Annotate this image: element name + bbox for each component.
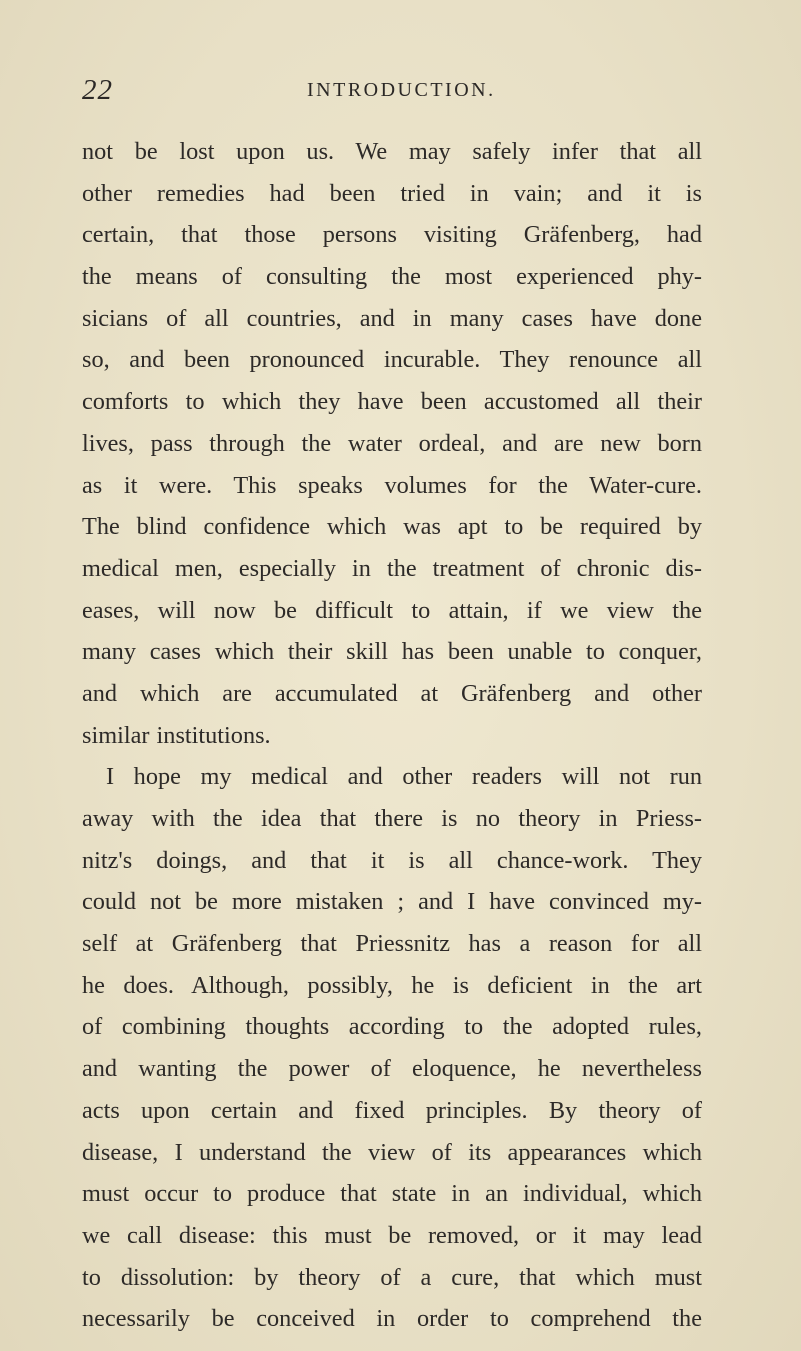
text-line: of combining thoughts according to the adopted rules,	[82, 1013, 702, 1041]
text-line: disease, I understand the view of its appearances which	[82, 1138, 702, 1166]
text-line: we call disease: this must be removed, or it may lead	[82, 1221, 702, 1249]
page-number: 22	[82, 74, 113, 106]
text-line: lives, pass through the water ordeal, and are new born	[82, 429, 702, 457]
text-line: he does. Although, possibly, he is deficient in the art	[82, 971, 702, 999]
text-line: other remedies had been tried in vain; and it is	[82, 179, 702, 207]
text-line: so, and been pronounced incurable. They renounce all	[82, 346, 702, 374]
text-line: nitz's doings, and that it is all chance-work. They	[82, 846, 702, 874]
text-line: medical men, especially in the treatment of chronic dis-	[82, 554, 702, 582]
text-line: the means of consulting the most experienced phy-	[82, 263, 702, 291]
text-line: eases, will now be difficult to attain, if we view the	[82, 596, 702, 624]
text-line: acts upon certain and fixed principles. By theory of	[82, 1096, 702, 1124]
text-line: and which are accumulated at Gräfenberg and other	[82, 679, 702, 707]
text-line: self at Gräfenberg that Priessnitz has a reason for all	[82, 930, 702, 958]
text-line: The blind confidence which was apt to be required by	[82, 513, 702, 541]
text-line: away with the idea that there is no theory in Priess-	[82, 805, 702, 832]
body-text	[82, 131, 702, 1340]
text-line: to dissolution: by theory of a cure, that which must	[82, 1263, 702, 1291]
paragraph-start-line: I hope my medical and other readers will not run	[106, 763, 702, 791]
running-head: INTRODUCTION.	[307, 79, 496, 101]
text-line: not be lost upon us. We may safely infer that all	[82, 138, 702, 165]
page-header	[82, 74, 722, 114]
text-line: must occur to produce that state in an individual, which	[82, 1180, 702, 1208]
text-line: many cases which their skill has been unable to conquer,	[82, 638, 702, 666]
text-line: certain, that those persons visiting Gräfenberg, had	[82, 221, 702, 249]
text-line: could not be more mistaken ; and I have convinced my-	[82, 888, 702, 916]
text-line: comforts to which they have been accustomed all their	[82, 388, 702, 416]
text-line: as it were. This speaks volumes for the Water-cure.	[82, 471, 702, 499]
text-line: sicians of all countries, and in many cases have done	[82, 304, 702, 332]
text-line: necessarily be conceived in order to comprehend the	[82, 1305, 702, 1333]
text-line: similar institutions.	[82, 721, 271, 749]
text-line: and wanting the power of eloquence, he nevertheless	[82, 1055, 702, 1083]
